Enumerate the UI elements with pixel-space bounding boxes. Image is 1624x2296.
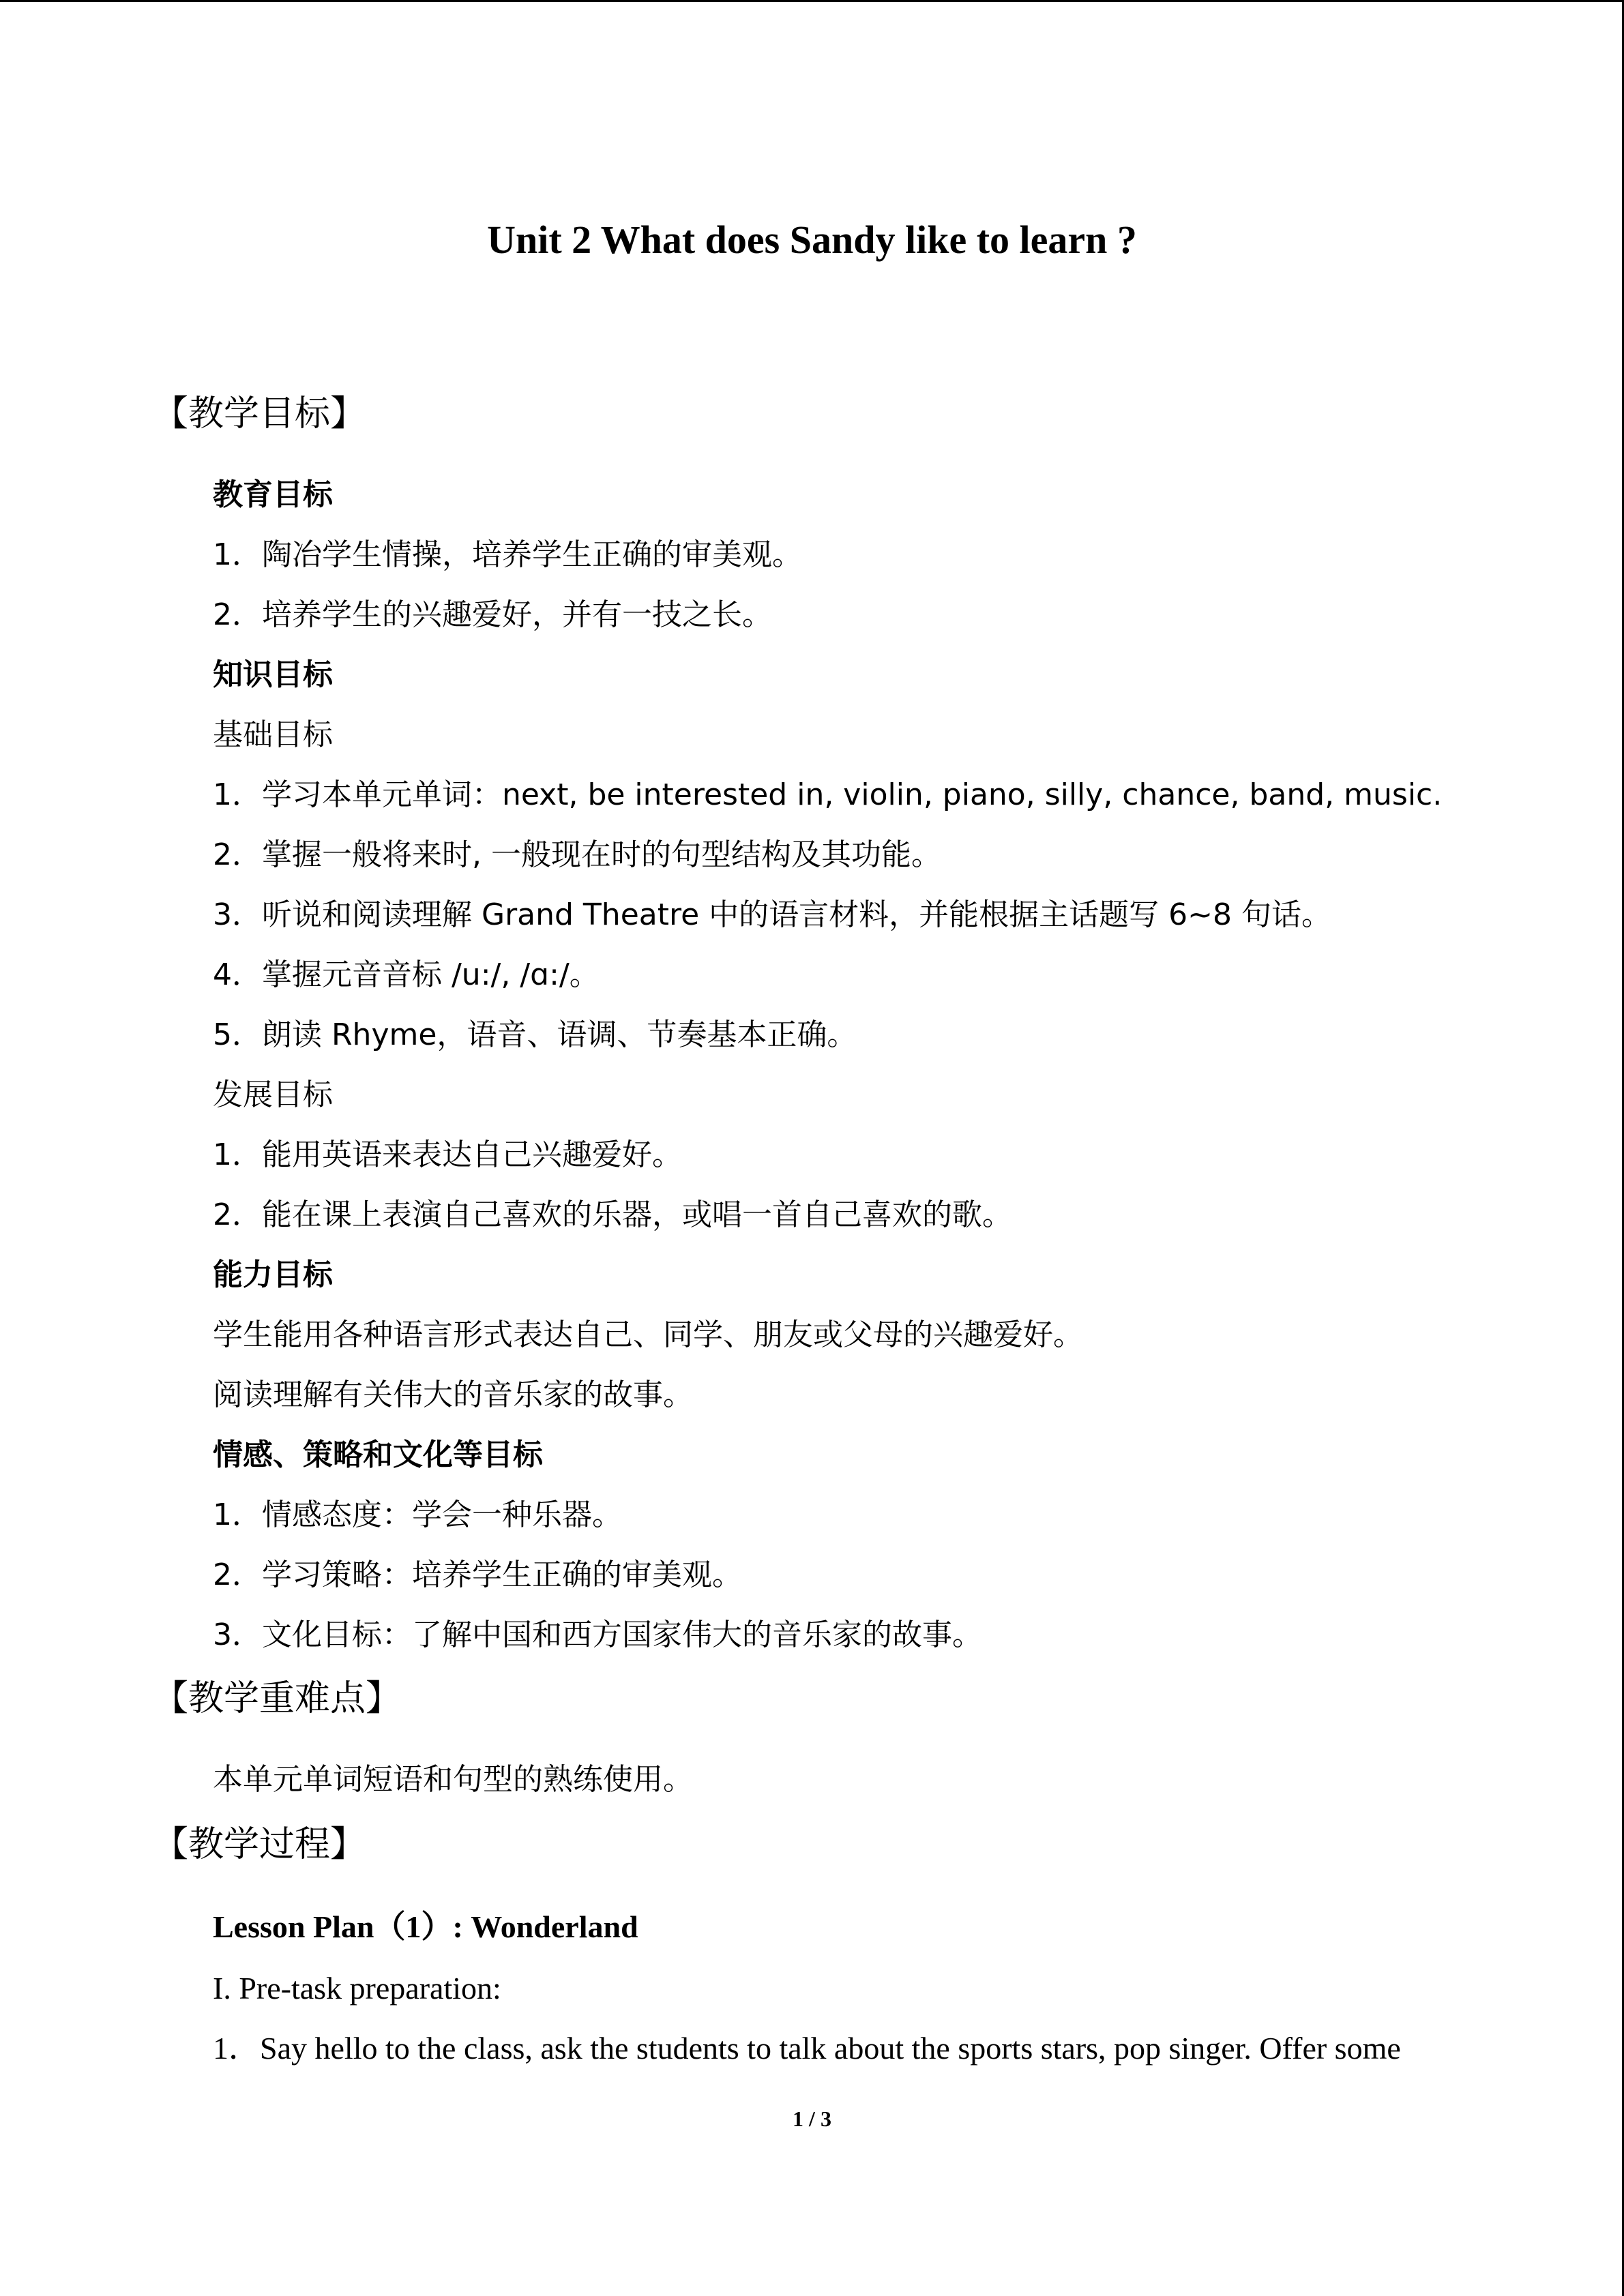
development-item: 2．能在课上表演自己喜欢的乐器，或唱一首自己喜欢的歌。 [213,1197,1012,1232]
emotion-item: 3．文化目标：了解中国和西方国家伟大的音乐家的故事。 [213,1617,982,1652]
development-item: 1．能用英语来表达自己兴趣爱好。 [213,1137,682,1172]
basic-item: 1．学习本单元单词：next, be interested in, violin, piano, silly, chance, band, music. [213,777,1443,812]
top-border-line [0,0,1624,2]
ability-item: 学生能用各种语言形式表达自己、同学、朋友或父母的兴趣爱好。 [213,1317,1083,1352]
education-item: 1．陶冶学生情操，培养学生正确的审美观。 [213,537,802,572]
emotion-item: 1．情感态度：学会一种乐器。 [213,1497,622,1532]
section-heading-objectives: 【教学目标】 [153,393,366,434]
process-step-heading: I. Pre-task preparation: [213,1971,501,2006]
key-points-text: 本单元单词短语和句型的熟练使用。 [213,1762,693,1797]
subheading-knowledge: 知识目标 [213,657,333,692]
subheading-development: 发展目标 [213,1077,333,1112]
education-item: 2．培养学生的兴趣爱好，并有一技之长。 [213,597,772,632]
subheading-basic: 基础目标 [213,717,333,752]
section-heading-key-points: 【教学重难点】 [153,1678,402,1719]
ability-item: 阅读理解有关伟大的音乐家的故事。 [213,1377,693,1412]
section-heading-process: 【教学过程】 [153,1824,366,1865]
basic-item: 2．掌握一般将来时, 一般现在时的句型结构及其功能。 [213,837,941,872]
lesson-plan-title: Lesson Plan（1）: Wonderland [213,1909,638,1944]
emotion-item: 2．学习策略：培养学生正确的审美观。 [213,1557,742,1592]
page-number: 1 / 3 [793,2106,831,2131]
process-step-item: 1．Say hello to the class, ask the students to talk about the sports stars, pop singer. Offer some [213,2031,1401,2066]
subheading-emotion-strategy-culture: 情感、策略和文化等目标 [213,1437,543,1472]
subheading-education: 教育目标 [213,477,333,512]
basic-item: 5．朗读 Rhyme，语音、语调、节奏基本正确。 [213,1017,857,1052]
basic-item: 3．听说和阅读理解 Grand Theatre 中的语言材料，并能根据主话题写 6~8 句话。 [213,897,1331,932]
basic-item: 4．掌握元音音标 /u:/, /ɑ:/。 [213,957,600,992]
subheading-ability: 能力目标 [213,1257,333,1292]
document-title: Unit 2 What does Sandy like to learn ? [487,218,1137,262]
